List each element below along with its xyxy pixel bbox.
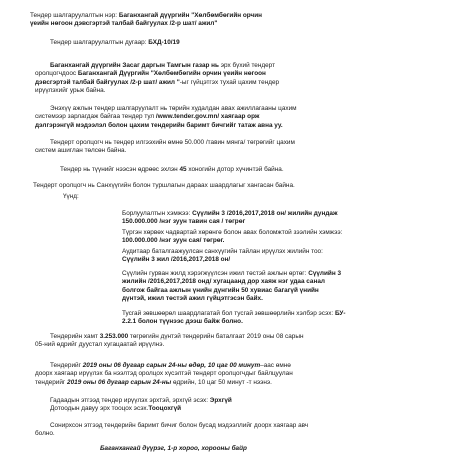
submission-paragraph: Тендерийг 2019 оны 06 дугаар сарын 24-ны өдөр, 10 цаг 00 минут–аас өмнө доорх хаягаар ирүүлэх ба нээлтэд оролцох хүсэлтэй тендерт оролцогчдыг байлцуулан тендерийг 2019 оны 06 дугаар сарын 24-ны өдрийн, 10 цаг 50 минут -т нээнэ. <box>35 362 293 386</box>
criterion-liquidity: Түргэн хөрвөх чадвартай хөрөнгө болон авах боломжтой зээлийн хэмжээ: 100.000.000 /нэг зуун сая/ төгрөг. <box>122 229 343 245</box>
tender-number: Тендер шалгаруулалтын дугаар: БХД-10/19 <box>50 39 180 46</box>
system-paragraph: Энэхүү ажлын тендер шалгаруулалт нь төрийн худалдан авах ажиллагааны цахим системээр зарлагдаж байгаа тендер тул /www.tender.gov.mn/ хаягаар орж дэлгэрэнгүй мэдээлэл болон цахим тендерийн баримт бичгийг татаж авна уу. <box>35 105 297 129</box>
invitation-paragraph: Баганхангай дүүргийн Засаг даргын Тамгын газар нь эрх бүхий тендерт оролцогчдоос Баганхангай Дүүргийн "Хөлбөмбөгийн орчин үеийн нөгоон дэвсгэртэй талбай байгуулах /2-р шат/ ажил "-ыг гүйцэтгэх тухай цахим тендер ирүүлэхийг урьж байна. <box>35 62 280 95</box>
guarantee-paragraph: Тендерийн хамт 3.253.000 төгрөгийн дүнтэй тендерийн баталгаат 2019 оны 08 сарын 05-ний өдрийг дуустал хугацаатай ирүүлнэ. <box>35 333 304 349</box>
criterion-license: Тусгай зөвшөөрөл шаардлагатай бол тусгай зөвшөөрлийн хэлбэр эсэх: БУ- 2.2.1 болон түүнээс дээш байж болно. <box>122 310 346 326</box>
requirements-label: Үүнд: <box>63 193 79 200</box>
tender-name: Тендер шалгаруулалтын нэр: Баганхангай дүүргийн "Хөлбөмбөгийн орчин үеийн нөгоон дэвсгэртэй талбай байгуулах /2-р шат/ ажил" <box>30 12 263 28</box>
contact-paragraph: Сонирхсон этгээд тендерийн баримт бичиг болон бусад мэдээллийг доорх хаягаар авч болно. <box>35 422 309 438</box>
criterion-sales: Борлуулалтын хэмжээ: Сүүлийн 3 /2016,2017,2018 он/ жилийн дундаж 150.000.000 /нэг зуун тавин сая / төгрөг <box>122 210 338 226</box>
fee-paragraph: Тендерт оролцогч нь тендер илгээхийн өмнө 50.000 /тавин мянга/ төгрөгийг цахим систем ашиглан төлсөн байна. <box>35 139 295 155</box>
criterion-audit: Аудитаар баталгаажуулсан санхүүгийн тайлан ирүүлэх жилийн тоо: Сүүлийн 3 жил /2016,2017,2018 он/ <box>122 248 323 264</box>
criterion-experience: Сүүлийн гурван жилд хэрэгжүүлсэн ижил төстэй ажлын өртөг: Сүүлийн 3 жилийн /2016,2017,2018 онд/ хугацаанд дор хаяж нэг удаа санал болгож байгаа ажлын үнийн дүнгийн 50 хувиас багагүй үнийн дүнтэй, ижил төстэй ажил гүйцэтгэсэн байх. <box>122 270 342 303</box>
validity-paragraph: Тендер нь түүнийг нээсэн өдрөөс эхлэн 45 хоногийн дотор хүчинтэй байна. <box>60 166 284 173</box>
address-line-cut: Баганхангай дүүрэг, 1-р хороо, хорооны байр <box>100 445 247 452</box>
eligibility-paragraph: Гадаадын этгээд тендер ирүүлэх эрхтэй, эрхгүй эсэх: Эрхгүй Дотоодын давуу эрх тооцох эсэх.Тооцохгүй <box>50 397 232 413</box>
requirements-intro: Тендерт оролцогч нь Санхүүгийн болон туршлагын дараах шаардлагыг хангасан байна. <box>33 182 295 189</box>
